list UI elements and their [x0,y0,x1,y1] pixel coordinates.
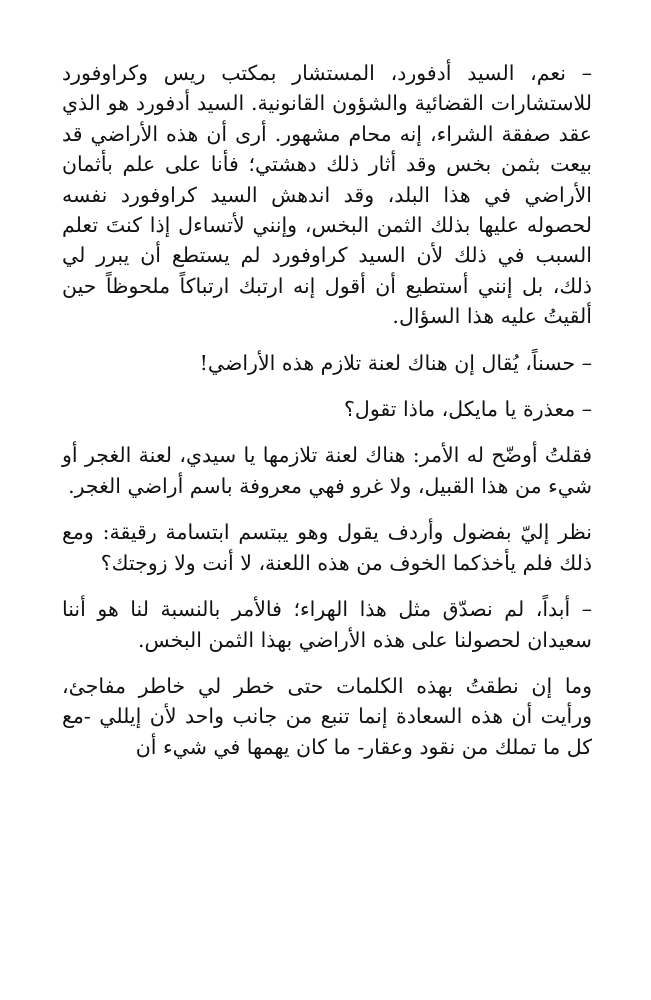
paragraph: – معذرة يا مايكل، ماذا تقول؟ [344,397,592,422]
document-page [62,58,592,762]
paragraph: وما إن نطقتُ بهذه الكلمات حتى خطر لي خاطر مفاجئ، ورأيت أن هذه السعادة إنما تنبع من جانب واحد لأن إيللي -مع كل ما تملك من نقود وعقار- ما كان يهمها في شيء أن [62,673,592,759]
paragraph: فقلتُ أوضّح له الأمر: هناك لعنة تلازمها يا سيدي، لعنة الغجر أو شيء من هذا القبيل، ولا غرو فهي معروفة باسم أراضي الغجر. [62,443,592,498]
paragraph: – أبداً، لم نصدّق مثل هذا الهراء؛ فالأمر بالنسبة لنا هو أننا سعيدان لحصولنا على هذه الأراضي بهذا الثمن البخس. [62,597,592,652]
paragraph: نظر إليّ بفضول وأردف يقول وهو يبتسم ابتسامة رقيقة: ومع ذلك فلم يأخذكما الخوف من هذه اللعنة، لا أنت ولا زوجتك؟ [62,520,592,575]
paragraph: – نعم، السيد أدفورد، المستشار بمكتب ريس وكراوفورد للاستشارات القضائية والشؤون القانونية. السيد أدفورد هو الذي عقد صفقة الشراء، إنه محام مشهور. أرى أن هذه الأراضي قد بيعت بثمن بخس وقد أثار ذلك دهشتي؛ فأنا على علم بأثمان الأراضي في هذا البلد، وقد اندهش السيد كراوفورد نفسه لحصوله عليها بذلك الثمن البخس، وإنني لأتساءل إذا كنتَ تعلم السبب في ذلك لأن السيد كراوفورد لم يستطع أن يبرر لي ذلك، بل إنني أستطيع أن أقول إنه ارتبك ارتباكاً ملحوظاً حين ألقيتُ عليه هذا السؤال. [62,61,592,329]
paragraph: – حسناً، يُقال إن هناك لعنة تلازم هذه الأراضي! [199,350,592,375]
